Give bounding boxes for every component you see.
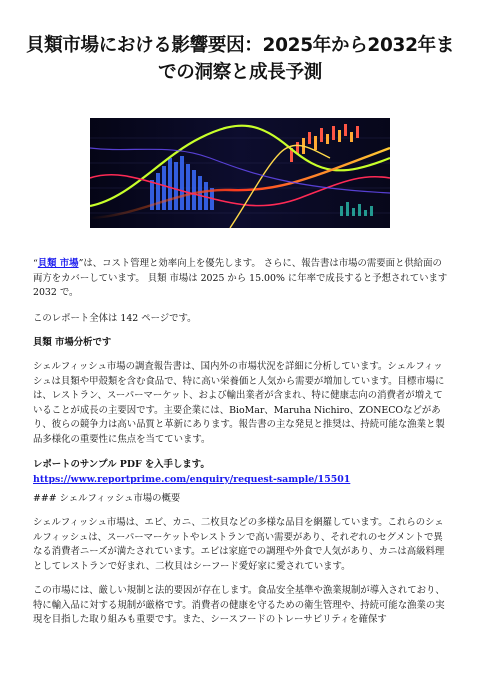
analysis-heading: 貝類 市場分析です	[33, 337, 112, 348]
hero-financial-chart-image	[90, 118, 390, 228]
overview-heading: ### シェルフィッシュ市場の概要	[33, 493, 181, 504]
sample-request-link[interactable]: https://www.reportprime.com/enquiry/request-sample/15501	[33, 473, 351, 485]
analysis-paragraph: シェルフィッシュ市場の調査報告書は、国内外の市場状況を詳細に分析しています。シェルフィッシュは貝類や甲殻類を含む食品で、特に高い栄養価と人気から需要が増加しています。目標市場には、レストラン、スーパーマーケット、および輸出業者が含まれ、特に健康志向の消費者が増えていることが成長の主要因です。主要企業には、BioMar、Maruha Nichiro、ZONECOなどがあり、彼らの競争力は高い品質と革新にあります。報告書の主な発見と推奨は、持続可能な漁業と製品多様化の重要性に焦点を当てています。	[33, 361, 445, 445]
sample-label: レポートのサンプル PDF を入手します。	[33, 459, 210, 470]
overview-paragraph: シェルフィッシュ市場は、エビ、カニ、二枚貝などの多様な品目を網羅しています。これらのシェルフィッシュは、スーパーマーケットやレストランで高い需要があり、それぞれのセグメントで異なる消費者ニーズが満たされています。エビは家庭での調理や外食で人気があり、カニは高級料理としてレストランで好まれ、二枚貝はシーフード愛好家に愛されています。	[33, 517, 445, 572]
sample-request-paragraph	[33, 458, 449, 487]
intro-paragraph: “貝類 市場”は、コスト管理と効率向上を優先します。 さらに、報告書は市場の需要面と供給面の両方をカバーしています。 貝類 市場は 2025 から 15.00% に年率で成長すると予想されています2032 で。	[33, 258, 448, 299]
market-link[interactable]: 貝類 市場	[37, 258, 79, 269]
page-title: 貝類市場における影響要因：2025年から2032年までの洞察と成長予測	[25, 35, 455, 83]
regulation-paragraph: この市場には、厳しい規制と法的要因が存在します。食品安全基準や漁業規制が導入されており、特に輸入品に対する規制が厳格です。消費者の健康を守るための衛生管理や、持続可能な漁業の実現を目指した取り組みも重要です。また、シースフードのトレーサビリティを確保す	[33, 585, 445, 626]
pages-note: このレポート全体は 142 ページです。	[33, 313, 197, 324]
